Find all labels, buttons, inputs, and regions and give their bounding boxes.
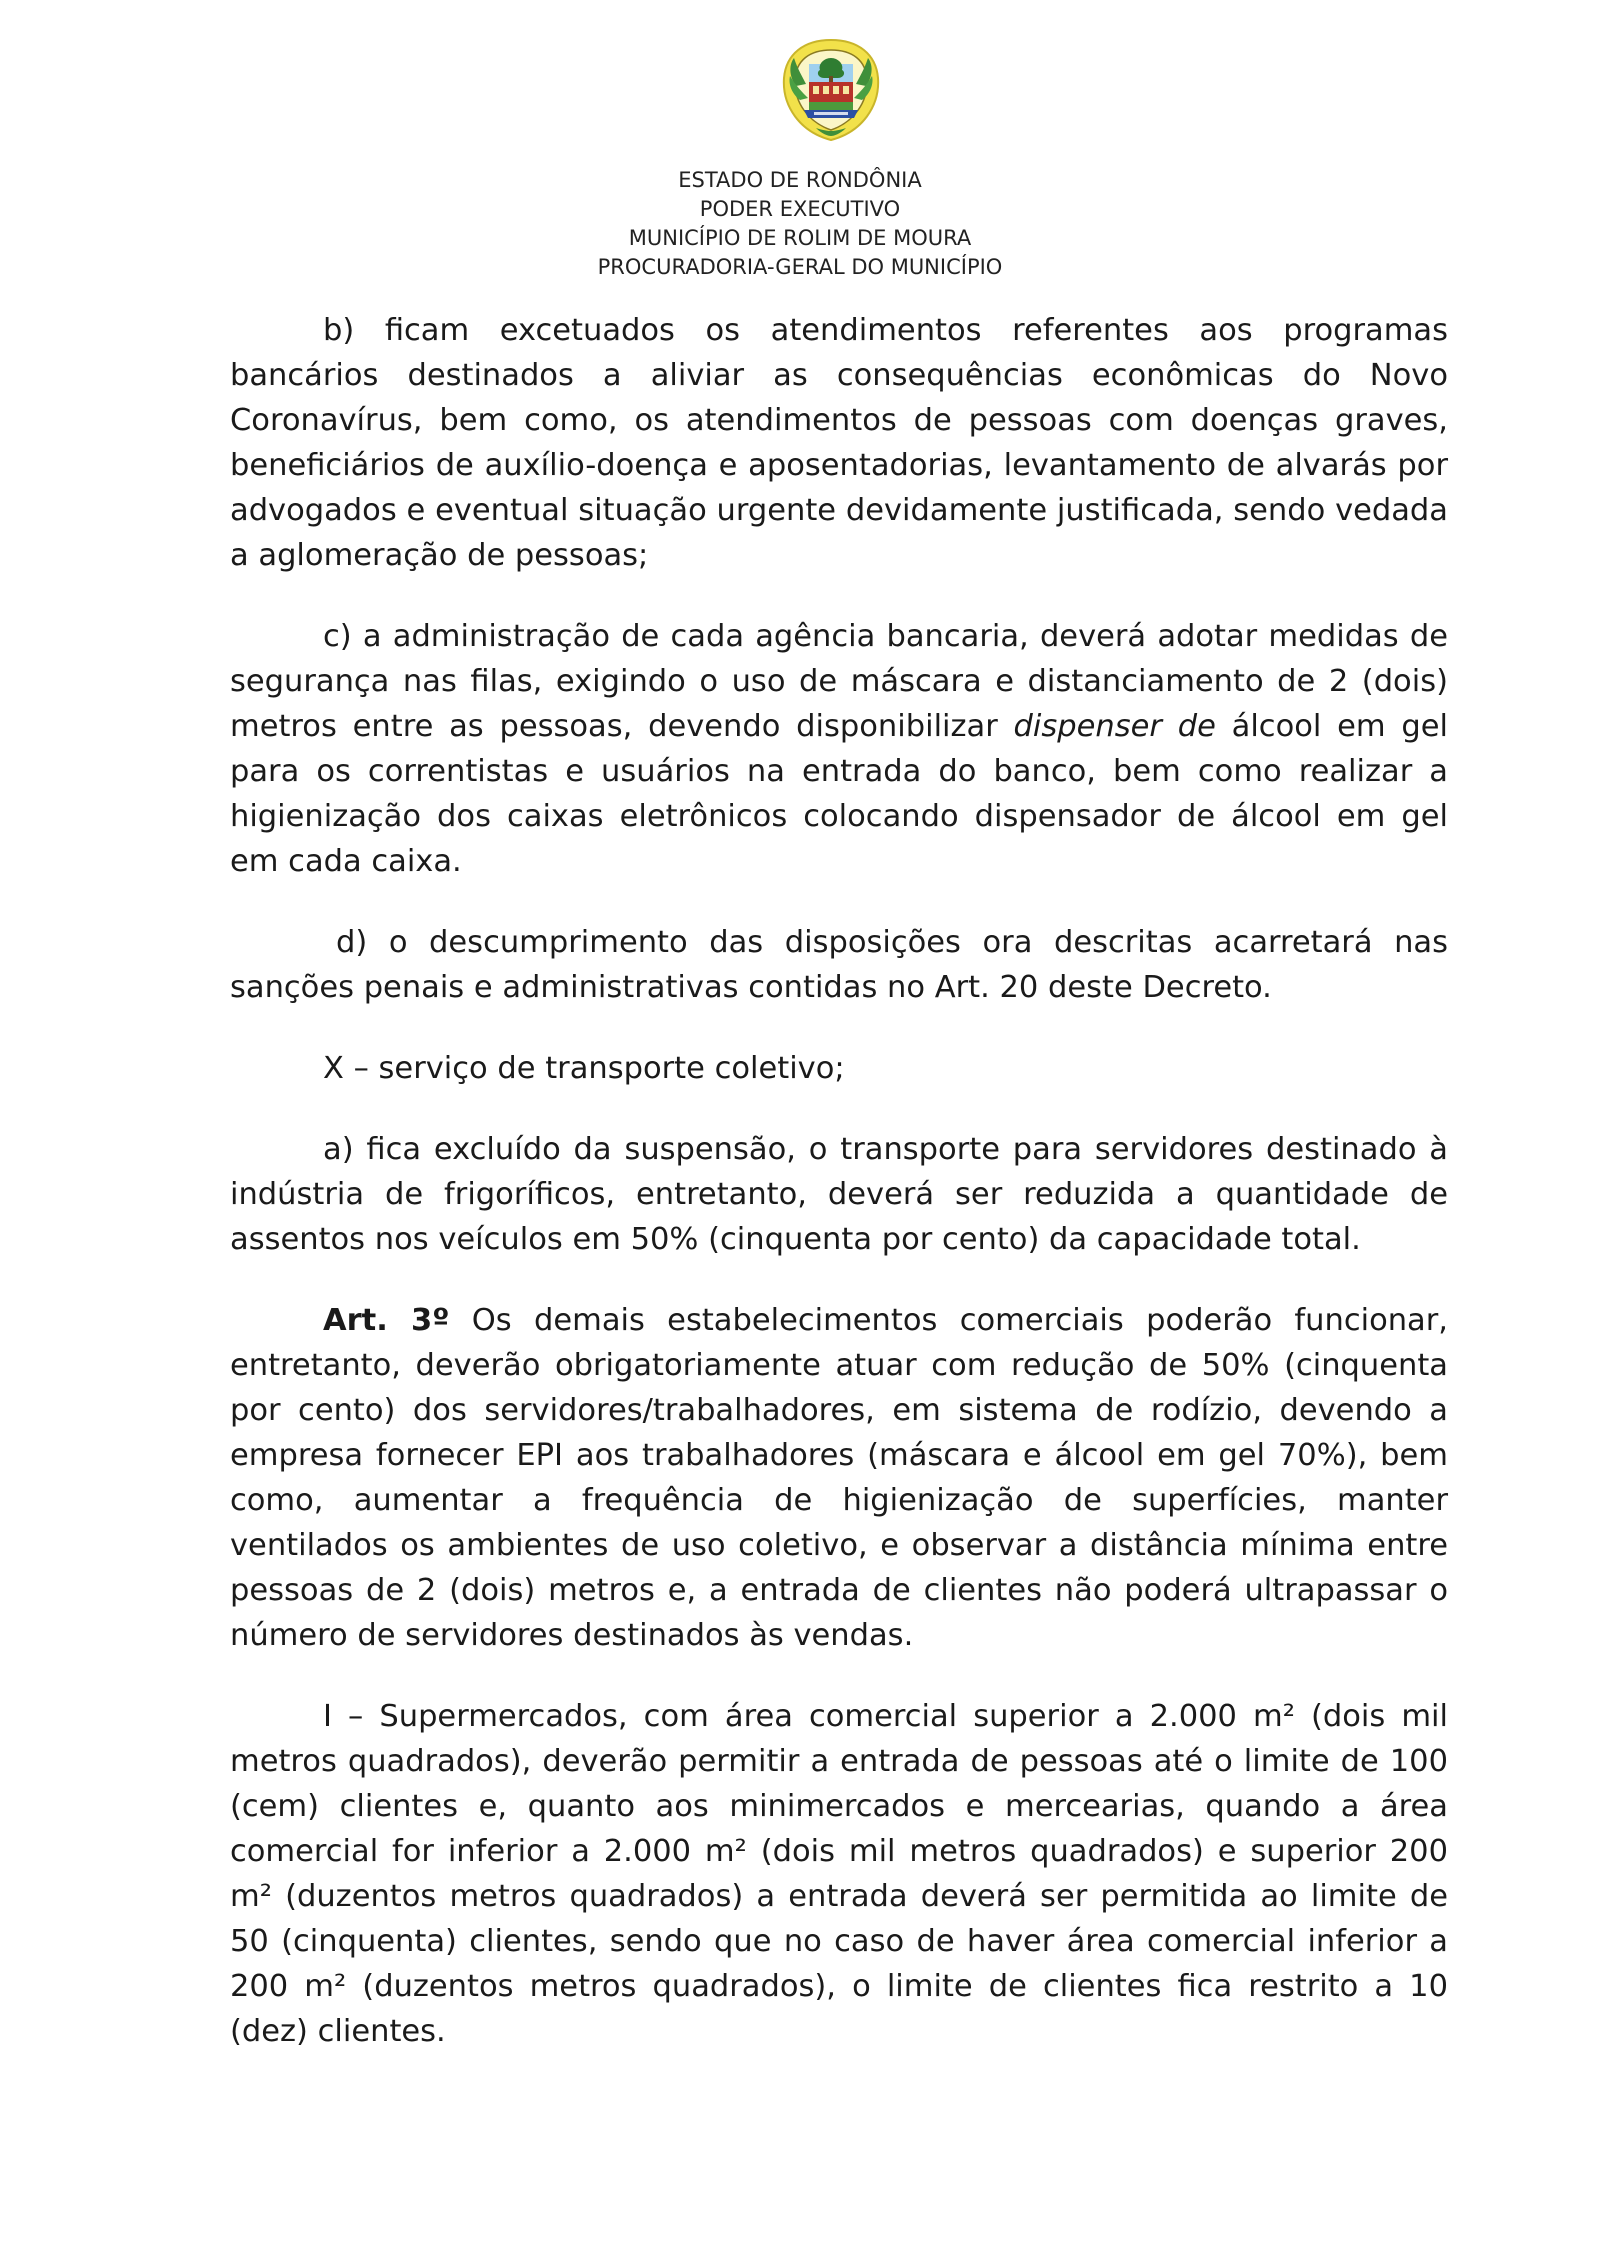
paragraph-c-text-1: c) a administração de cada agência bancaria, deverá adotar medidas de segurança nas filas, exigindo o uso de máscara e distanciamento de 2 (dois) metros entre as pessoas, devendo disponibilizar [230,619,1448,744]
letterhead [0,166,1600,282]
paragraph-i: I – Supermercados, com área comercial superior a 2.000 m² (dois mil metros quadrados), deverão permitir a entrada de pessoas até o limite de 100 (cem) clientes e, quanto aos minimercados e mercearias, quando a área comercial for inferior a 2.000 m² (dois mil metros quadrados) e superior 200 m² (duzentos metros quadrados) a entrada deverá ser permitida ao limite de 50 (cinquenta) clientes, sendo que no caso de haver área comercial inferior a 200 m² (duzentos metros quadrados), o limite de clientes fica restrito a 10 (dez) clientes. [230,1699,1448,2049]
article-3-text: Os demais estabelecimentos comerciais poderão funcionar, entretanto, deverão obrigatoriamente atuar com redução de 50% (cinquenta por cento) dos servidores/trabalhadores, em sistema de rodízio, devendo a empresa fornecer EPI aos trabalhadores (máscara e álcool em gel 70%), bem como, aumentar a frequência de higienização de superfícies, manter ventilados os ambientes de uso coletivo, e observar a distância mínima entre pessoas de 2 (dois) metros e, a entrada de clientes não poderá ultrapassar o número de servidores destinados às vendas. [230,1303,1448,1653]
letterhead-power: PODER EXECUTIVO [699,197,901,221]
letterhead-department: PROCURADORIA-GERAL DO MUNICÍPIO [597,255,1003,279]
paragraph-b: b) ficam excetuados os atendimentos referentes aos programas bancários destinados a aliviar as consequências econômicas do Novo Coronavírus, bem como, os atendimentos de pessoas com doenças graves, beneficiários de auxílio-doença e aposentadorias, levantamento de alvarás por advogados e eventual situação urgente devidamente justificada, sendo vedada a aglomeração de pessoas; [230,313,1448,573]
letterhead-state: ESTADO DE RONDÔNIA [678,168,922,192]
paragraph-c-italic: dispenser de [1013,709,1216,744]
document-body [230,308,1448,2090]
paragraph-a: a) fica excluído da suspensão, o transporte para servidores destinado à indústria de frigoríficos, entretanto, deverá ser reduzida a quantidade de assentos nos veículos em 50% (cinquenta por cento) da capacidade total. [230,1132,1448,1257]
paragraph-d: d) o descumprimento das disposições ora descritas acarretará nas sanções penais e administrativas contidas no Art. 20 deste Decreto. [230,925,1448,1005]
paragraph-c [230,614,1448,884]
paragraph-c-text-2: álcool em gel para os correntistas e usuários na entrada do banco, bem como realizar a higienização dos caixas eletrônicos colocando dispensador de álcool em gel em cada caixa. [230,709,1449,879]
paragraph-art3 [230,1298,1448,1658]
coat-of-arms-icon [776,36,886,146]
article-label: Art. 3º [323,1303,450,1338]
paragraph-x: X – serviço de transporte coletivo; [323,1051,845,1086]
letterhead-municipality: MUNICÍPIO DE ROLIM DE MOURA [628,226,972,250]
